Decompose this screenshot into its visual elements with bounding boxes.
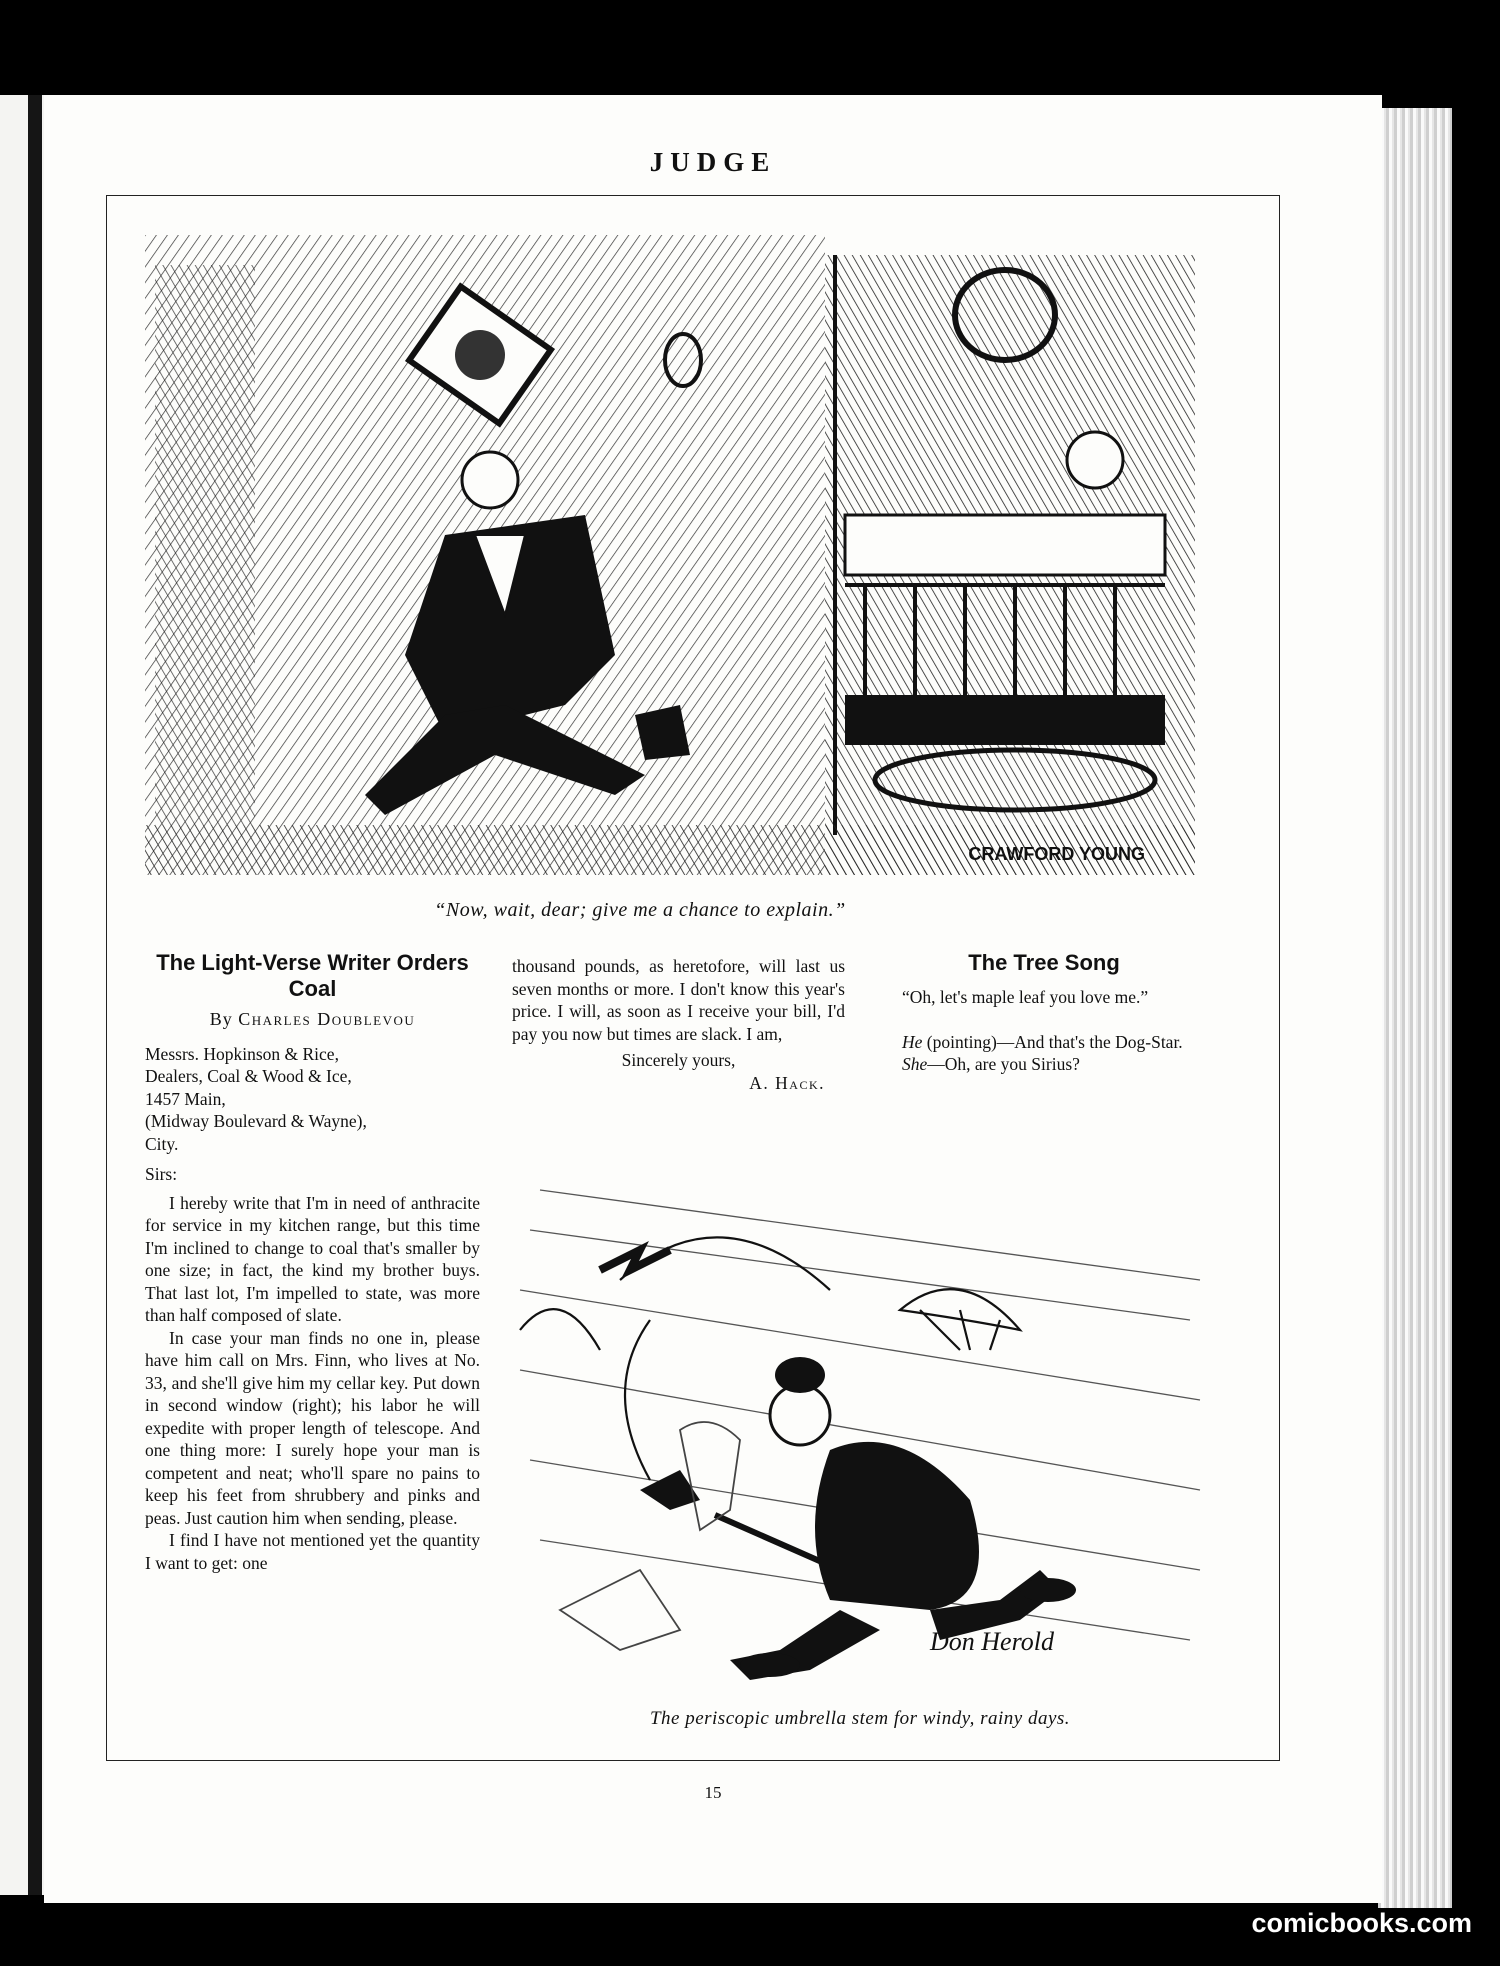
coal-article-title: The Light-Verse Writer Orders Coal bbox=[156, 950, 469, 1001]
coal-paragraph: In case your man finds no one in, please have him call on Mrs. Finn, who lives at No. 33, and she'll give him my cellar key. Put down in second window (right); his labor he will expedite with proper length of telescope. And one thing more: I surely hope your man is competent and neat; who'll spare no pains to keep his feet from shrubbery and pinks and peas. Just caution him when sending, please. bbox=[145, 1327, 480, 1528]
top-cartoon-signature: CRAWFORD YOUNG bbox=[968, 844, 1145, 864]
bottom-cartoon-caption: The periscopic umbrella stem for windy, rainy days. bbox=[649, 1708, 1071, 1729]
page-number: 15 bbox=[704, 1783, 722, 1802]
address-block bbox=[145, 1043, 480, 1156]
he-label: He bbox=[902, 1031, 923, 1052]
salutation: Sirs: bbox=[145, 1164, 178, 1184]
bottom-cartoon-illustration bbox=[500, 1170, 1230, 1700]
address-line: 1457 Main, bbox=[145, 1088, 226, 1109]
top-cartoon-caption: “Now, wait, dear; give me a chance to explain.” bbox=[434, 899, 846, 921]
address-line: City. bbox=[145, 1133, 179, 1154]
book-gutter bbox=[28, 95, 42, 1895]
coal-article-column-1 bbox=[145, 950, 480, 1574]
tree-song-line: “Oh, let's maple leaf you love me.” bbox=[902, 987, 1149, 1007]
watermark: comicbooks.com bbox=[1251, 1908, 1472, 1938]
coal-article-column-2 bbox=[512, 955, 845, 1094]
bottom-cartoon-signature: Don Herold bbox=[930, 1627, 1054, 1656]
coal-closing: Sincerely yours, bbox=[621, 1050, 736, 1070]
byline-prefix: By bbox=[209, 1009, 233, 1029]
top-cartoon-illustration bbox=[145, 235, 1195, 875]
address-line: Dealers, Coal & Wood & Ice, bbox=[145, 1066, 352, 1086]
tree-song-title: The Tree Song bbox=[968, 950, 1120, 975]
coal-signature: A. Hack. bbox=[749, 1072, 825, 1093]
he-text: (pointing)—And that's the Dog-Star. bbox=[922, 1031, 1183, 1052]
tree-song-she-line bbox=[878, 1053, 1210, 1076]
coal-article-byline bbox=[145, 1008, 480, 1031]
page-stack-edges bbox=[1378, 108, 1452, 1908]
address-line: Messrs. Hopkinson & Rice, bbox=[145, 1043, 339, 1064]
byline-author: Charles Doublevou bbox=[238, 1009, 416, 1029]
tree-song-he-line bbox=[878, 1031, 1210, 1054]
coal-paragraph: I hereby write that I'm in need of anthracite for service in my kitchen range, but this time I'm inclined to change to coal that's smaller by one size; in fact, the kind my brother buys. That last lot, I'm impelled to state, was more than half composed of slate. bbox=[145, 1192, 480, 1325]
coal-continuation: thousand pounds, as heretofore, will last us seven months or more. I don't know this year's price. I will, as soon as I receive your bill, I'd pay you now but times are slack. I am, bbox=[512, 956, 845, 1044]
coal-paragraph: I find I have not mentioned yet the quantity I want to get: one bbox=[145, 1530, 480, 1573]
tree-song-column bbox=[878, 950, 1210, 1076]
she-text: —Oh, are you Sirius? bbox=[927, 1054, 1080, 1074]
address-line: (Midway Boulevard & Wayne), bbox=[145, 1111, 367, 1131]
she-label: She bbox=[902, 1054, 928, 1074]
running-head: JUDGE bbox=[649, 147, 777, 177]
